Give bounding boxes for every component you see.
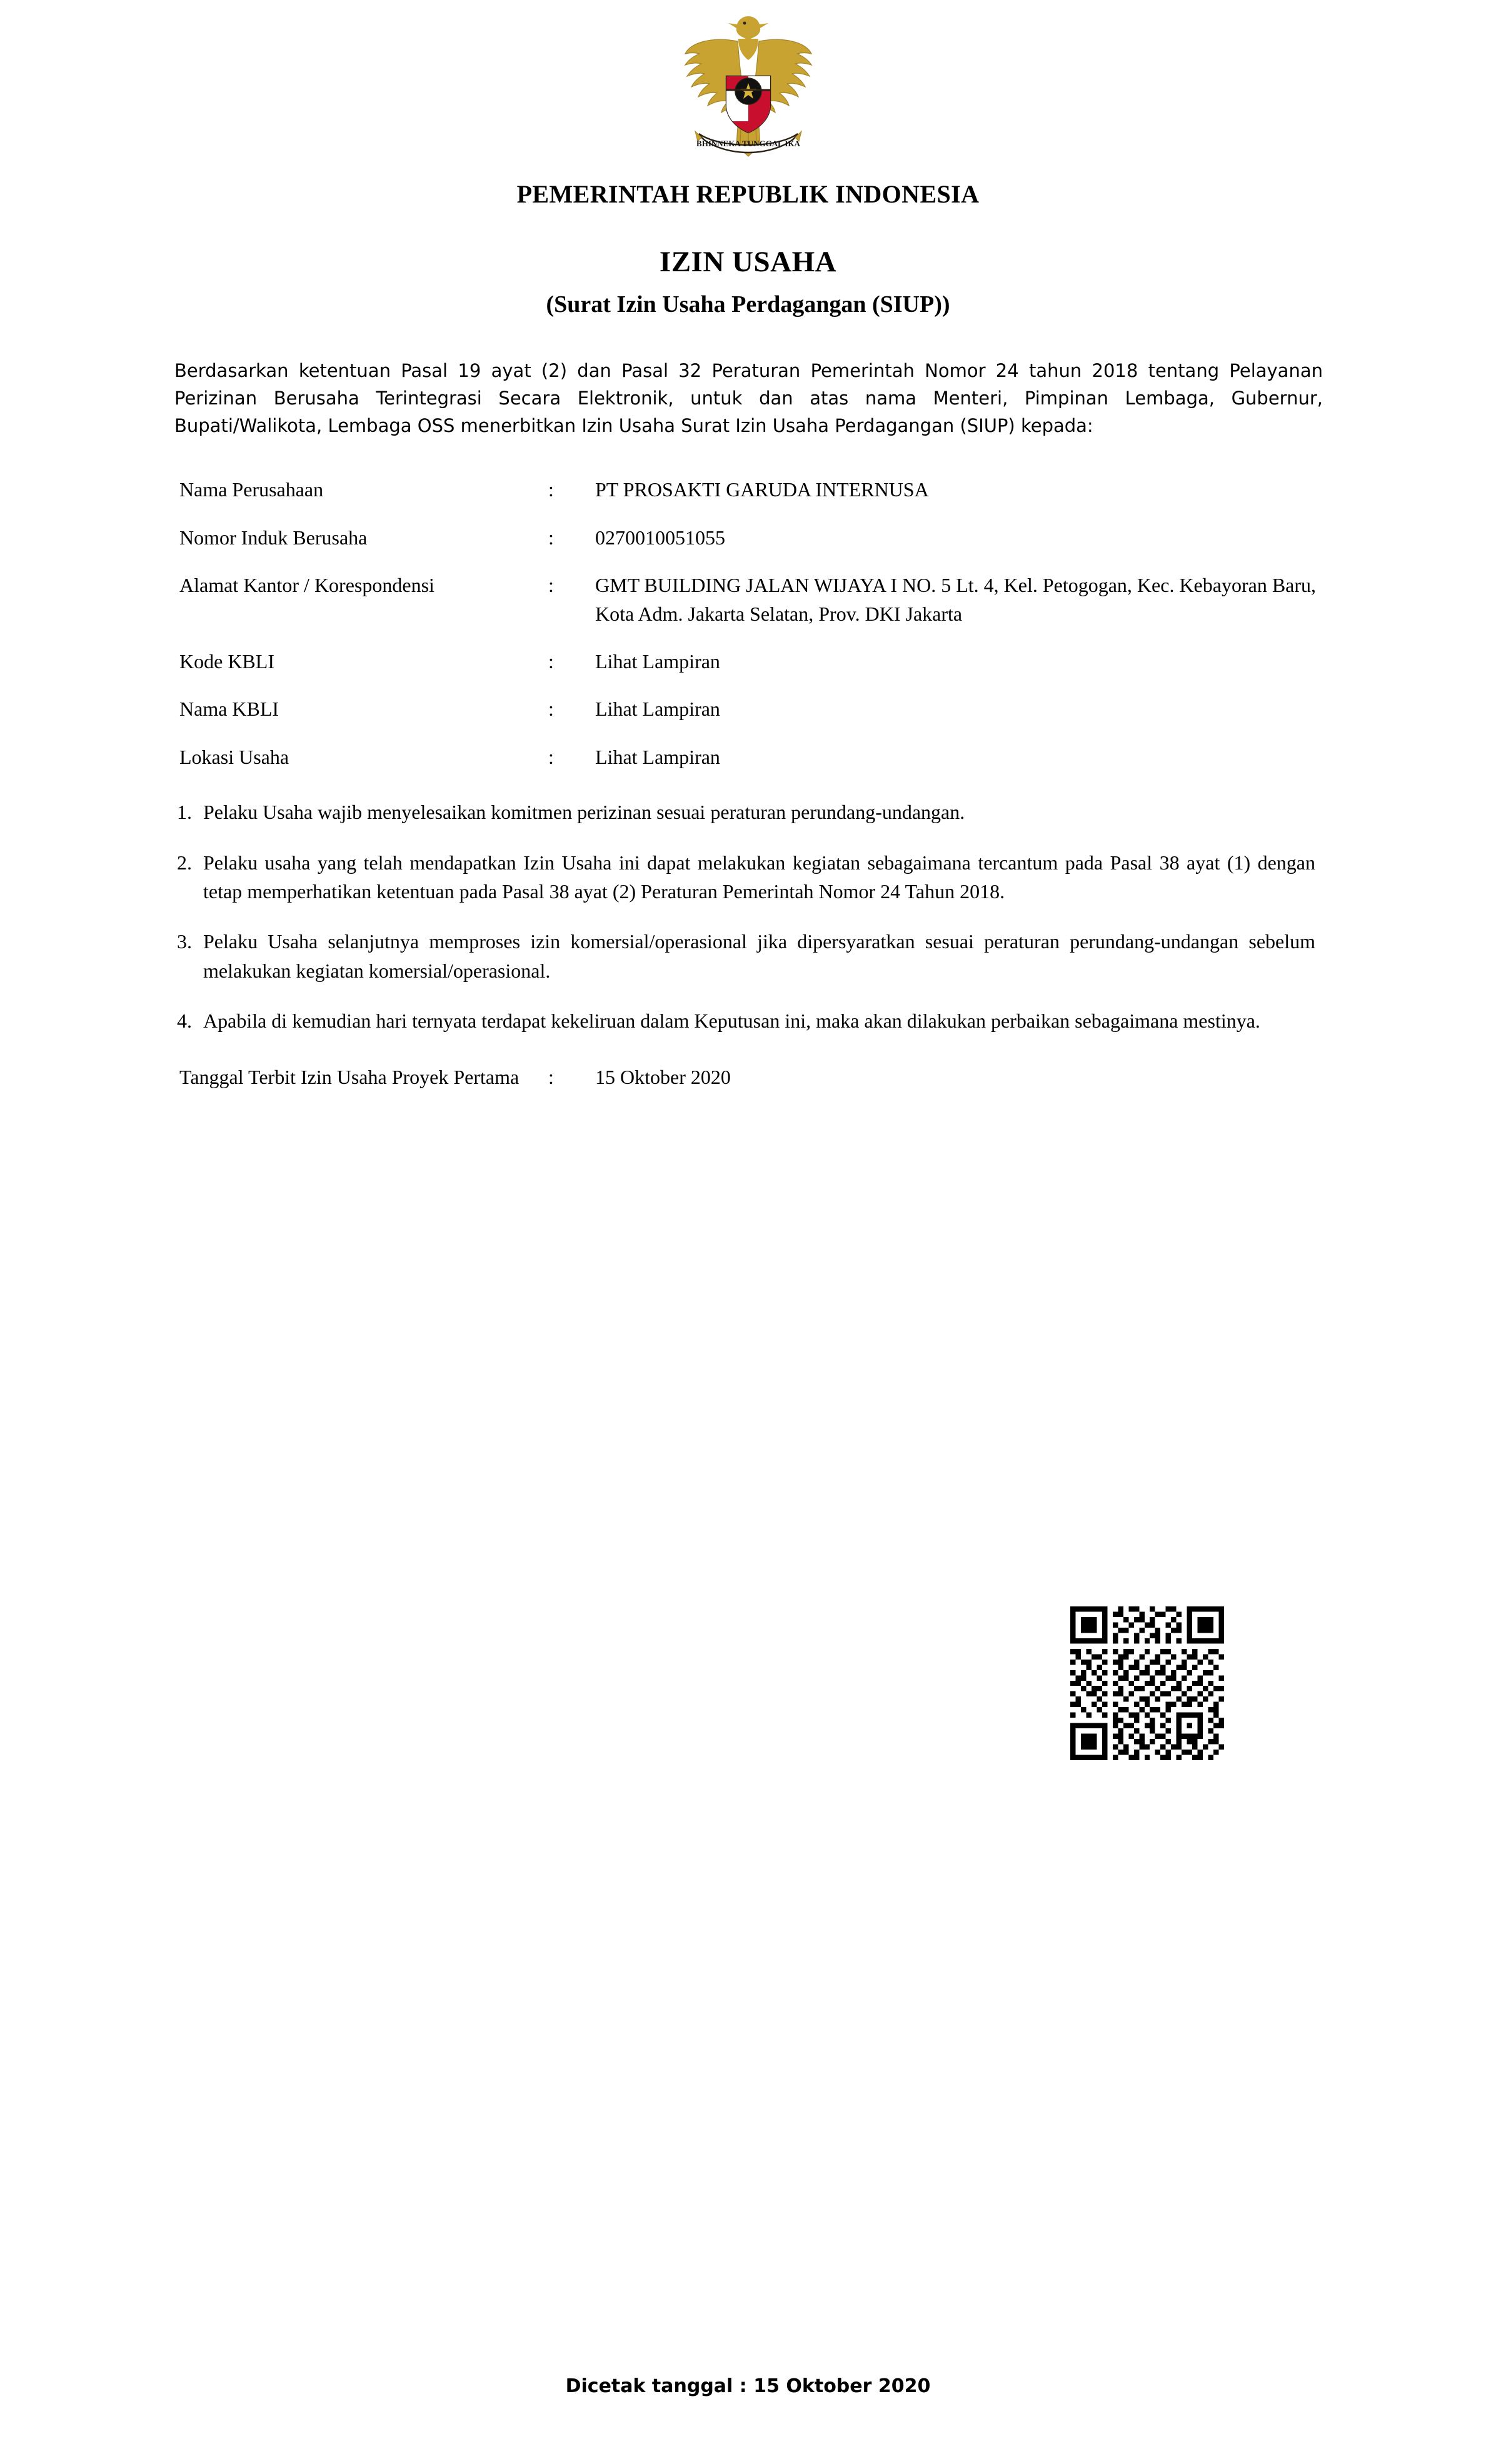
clause-item	[168, 798, 1330, 826]
field-value: Lihat Lampiran	[595, 649, 720, 673]
clause-number: 1.	[177, 801, 192, 824]
field-separator: :	[548, 698, 554, 721]
field-label: Kode KBLI	[179, 649, 274, 673]
clause-text: Apabila di kemudian hari ternyata terdapat kekeliruan dalam Keputusan ini, maka akan dilakukan perbaikan sebagaimana mestinya.	[203, 1009, 1260, 1033]
issue-date-separator: :	[548, 1065, 554, 1088]
field-separator: :	[548, 526, 554, 549]
field-label: Nama KBLI	[179, 698, 279, 721]
field-table	[166, 476, 1330, 771]
government-title: PEMERINTAH REPUBLIK INDONESIA	[516, 180, 980, 208]
field-value: Lihat Lampiran	[595, 745, 720, 768]
clause-number: 3.	[177, 930, 192, 953]
clause-item	[168, 1006, 1330, 1035]
issue-date-value: 15 Oktober 2020	[595, 1065, 731, 1088]
field-row	[179, 571, 1330, 628]
clause-number: 2.	[177, 851, 192, 874]
preamble-paragraph: Berdasarkan ketentuan Pasal 19 ayat (2) dan Pasal 32 Peraturan Pemerintah Nomor 24 tahun 2018 tentang Pelayanan Perizinan Berusaha Terintegrasi Secara Elektronik, untuk dan atas nama Menteri, Pimpinan Lembaga, Gubernur, Bupati/Walikota, Lembaga OSS menerbitkan Izin Usaha Surat Izin Usaha Perdagangan (SIUP) kepada:	[174, 360, 1323, 437]
clause-text: Pelaku Usaha wajib menyelesaikan komitmen perizinan sesuai peraturan perundang-undangan.	[203, 801, 965, 824]
clause-text: Pelaku Usaha selanjutnya memproses izin komersial/operasional jika dipersyaratkan sesuai peraturan perundang-undangan sebelum melakukan kegiatan komersial/operasional.	[203, 930, 1315, 982]
field-separator: :	[548, 574, 554, 597]
clause-list	[166, 798, 1330, 1035]
field-separator: :	[548, 649, 554, 673]
print-date-footer: Dicetak tanggal : 15 Oktober 2020	[565, 2375, 931, 2397]
clause-text: Pelaku usaha yang telah mendapatkan Izin Usaha ini dapat melakukan kegiatan sebagaimana tercantum pada Pasal 38 ayat (1) dengan tetap memperhatikan ketentuan pada Pasal 38 ayat (2) Peraturan Pemerintah Nomor 24 Tahun 2018.	[203, 851, 1315, 903]
field-value: PT PROSAKTI GARUDA INTERNUSA	[595, 478, 929, 501]
field-row	[179, 648, 1330, 676]
svg-text:BHINNEKA TUNGGAL IKA: BHINNEKA TUNGGAL IKA	[696, 139, 800, 148]
field-label: Lokasi Usaha	[179, 745, 289, 768]
issue-date-row	[166, 1066, 1330, 1089]
garuda-pancasila-emblem	[676, 11, 820, 171]
field-separator: :	[548, 745, 554, 768]
field-row	[179, 524, 1330, 552]
clause-item	[168, 848, 1330, 906]
document-title: IZIN USAHA	[659, 246, 837, 278]
field-row	[179, 476, 1330, 504]
field-label: Nama Perusahaan	[179, 478, 324, 501]
field-label: Nomor Induk Berusaha	[179, 526, 368, 549]
field-value: 0270010051055	[595, 526, 725, 549]
clause-number: 4.	[177, 1009, 192, 1033]
document-subtitle: (Surat Izin Usaha Perdagangan (SIUP))	[546, 291, 950, 318]
field-value: GMT BUILDING JALAN WIJAYA I NO. 5 Lt. 4, Kel. Petogogan, Kec. Kebayoran Baru, Kota Adm. Jakarta Selatan, Prov. DKI Jakarta	[595, 574, 1317, 625]
qr-code	[1070, 1606, 1224, 1760]
field-row	[179, 695, 1330, 723]
emblem-container	[166, 0, 1330, 171]
field-value: Lihat Lampiran	[595, 698, 720, 721]
clause-item	[168, 927, 1330, 985]
field-separator: :	[548, 478, 554, 501]
field-row	[179, 743, 1330, 771]
issue-date-label: Tanggal Terbit Izin Usaha Proyek Pertama	[179, 1065, 520, 1088]
field-label: Alamat Kantor / Korespondensi	[179, 574, 434, 597]
qr-code-image	[1070, 1606, 1224, 1760]
